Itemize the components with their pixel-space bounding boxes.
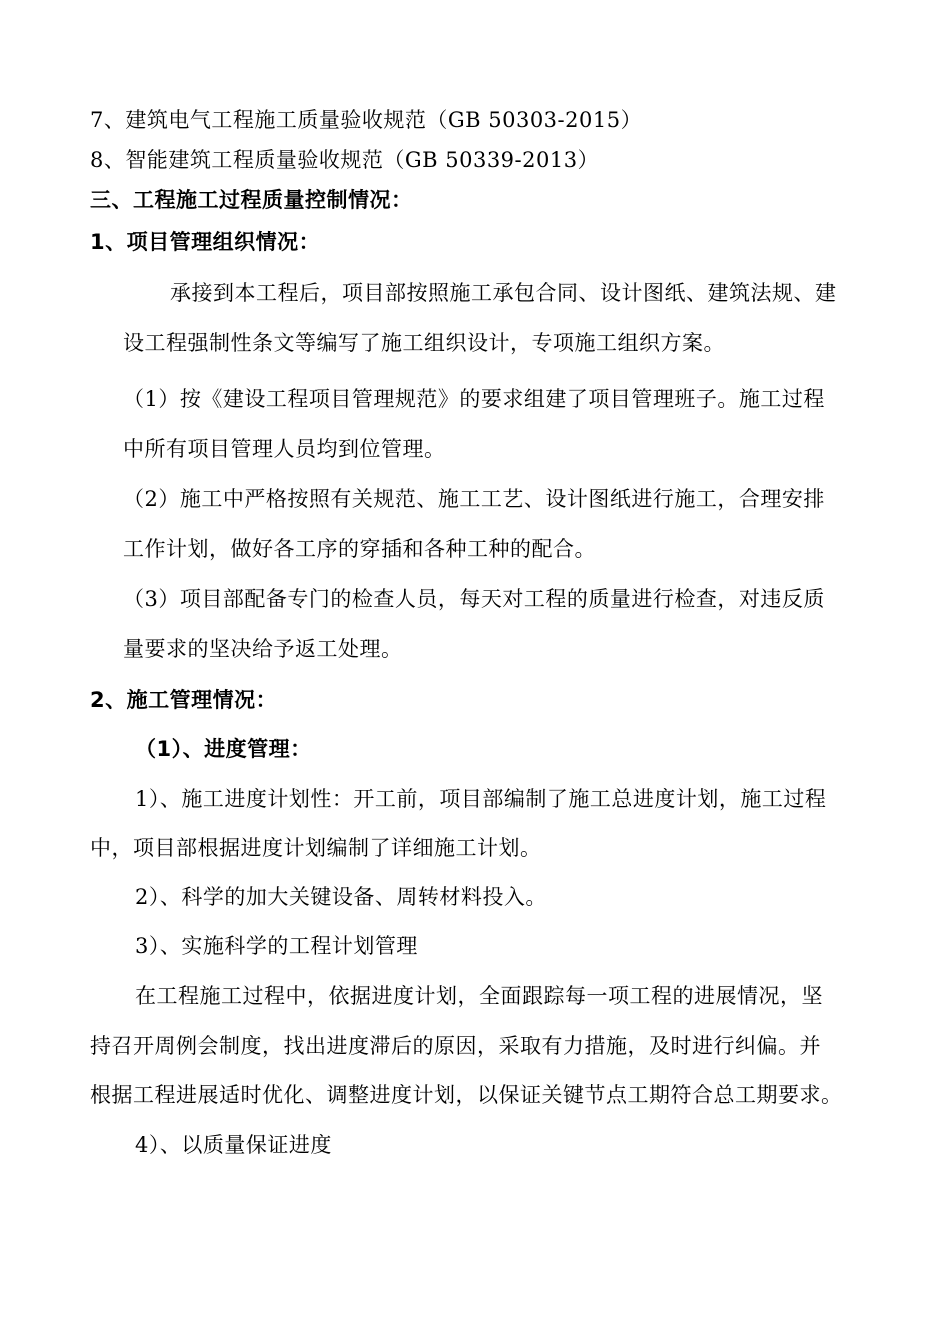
progress-item-4: 4）、以质量保证进度 (135, 1133, 332, 1157)
progress-paragraph-line-3: 根据工程进展适时优化、调整进度计划，以保证关键节点工期符合总工期要求。 (90, 1083, 843, 1107)
item-3-line-2: 量要求的坚决给予返工处理。 (123, 637, 403, 661)
item-1-line-2: 中所有项目管理人员均到位管理。 (123, 437, 446, 461)
progress-item-1-line-2: 中，项目部根据进度计划编制了详细施工计划。 (90, 836, 542, 860)
standard-item-7: 7、建筑电气工程施工质量验收规范（GB 50303-2015） (90, 108, 643, 132)
paragraph-intro-line-1: 承接到本工程后，项目部按照施工承包合同、设计图纸、建筑法规、建 (170, 281, 837, 305)
paragraph-intro-line-2: 设工程强制性条文等编写了施工组织设计，专项施工组织方案。 (123, 331, 725, 355)
progress-paragraph-line-1: 在工程施工过程中，依据进度计划，全面跟踪每一项工程的进展情况，坚 (135, 984, 823, 1008)
item-2-line-2: 工作计划，做好各工序的穿插和各种工种的配合。 (123, 537, 596, 561)
progress-management-heading: （1）、进度管理： (135, 737, 312, 761)
subsection-heading-1: 1、项目管理组织情况： (90, 230, 321, 254)
progress-paragraph-line-2: 持召开周例会制度，找出进度滞后的原因，采取有力措施，及时进行纠偏。并 (90, 1034, 821, 1058)
standard-item-8: 8、智能建筑工程质量验收规范（GB 50339-2013） (90, 148, 600, 172)
progress-item-1-line-1: 1）、施工进度计划性：开工前，项目部编制了施工总进度计划，施工过程 (135, 787, 827, 811)
progress-item-3: 3）、实施科学的工程计划管理 (135, 934, 418, 958)
item-3-line-1: （3）项目部配备专门的检查人员，每天对工程的质量进行检查，对违反质 (123, 587, 825, 611)
item-2-line-1: （2）施工中严格按照有关规范、施工工艺、设计图纸进行施工，合理安排 (123, 487, 825, 511)
section-heading-3: 三、工程施工过程质量控制情况： (90, 188, 413, 212)
progress-item-2: 2）、科学的加大关键设备、周转材料投入。 (135, 885, 547, 909)
item-1-line-1: （1）按《建设工程项目管理规范》的要求组建了项目管理班子。施工过程 (123, 387, 825, 411)
subsection-heading-2: 2、施工管理情况： (90, 688, 278, 712)
